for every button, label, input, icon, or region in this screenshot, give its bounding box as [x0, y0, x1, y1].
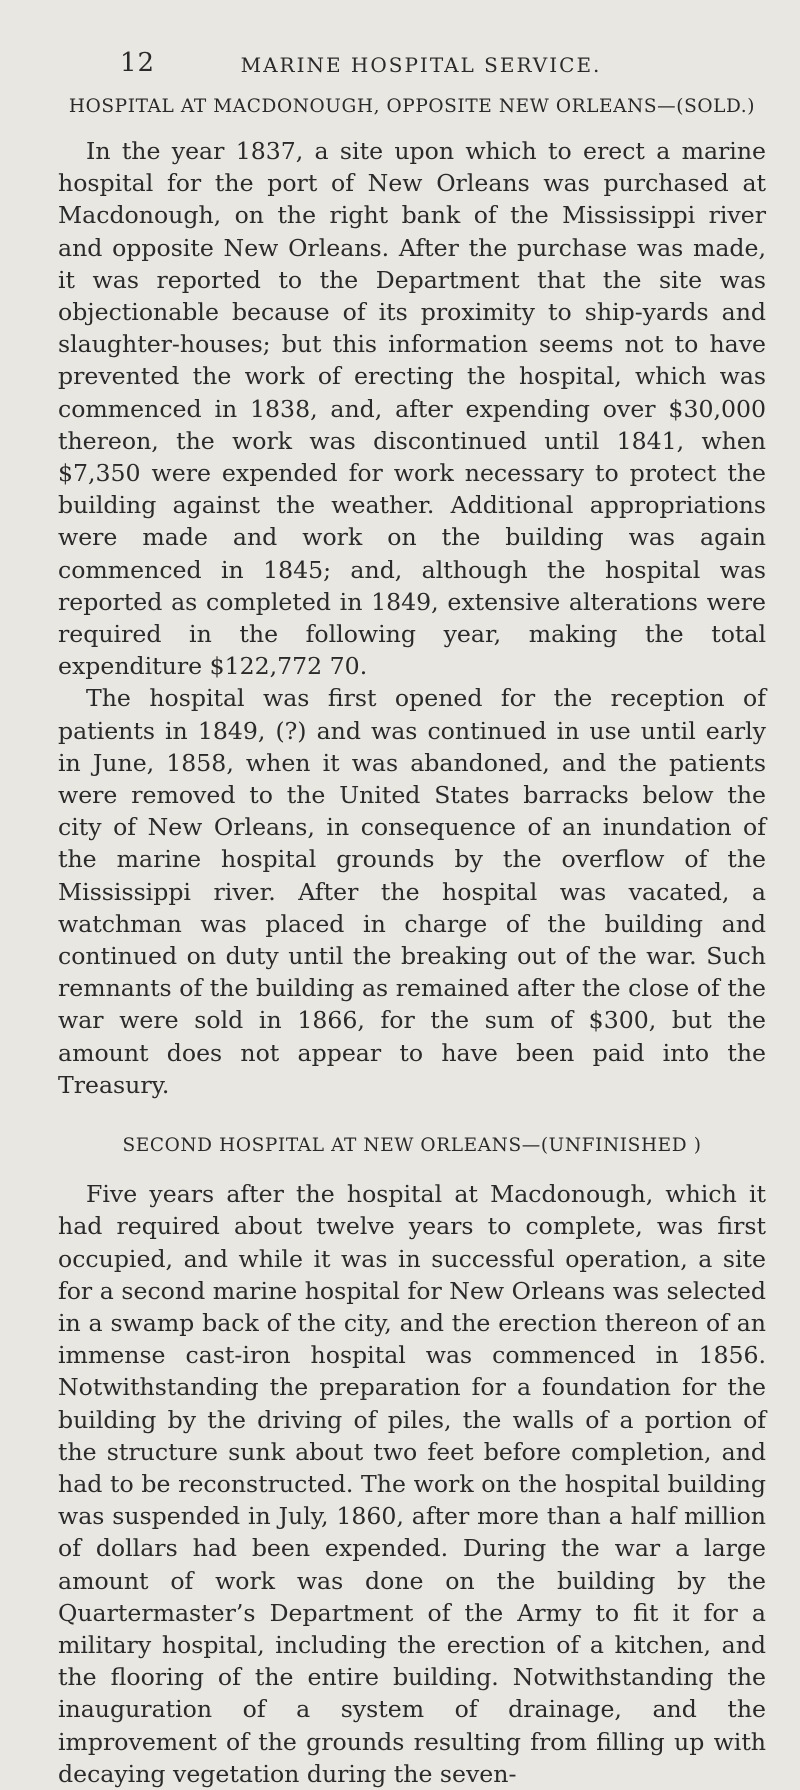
page-number: 12	[120, 48, 156, 78]
section-heading: HOSPITAL AT MACDONOUGH, OPPOSITE NEW ORLEANS—(SOLD.)	[68, 96, 756, 117]
section-second-hospital	[58, 1135, 766, 1790]
paragraph: Five years after the hospital at Macdonough, which it had required about twelve years to complete, was first occupied, and while it was in successful operation, a site for a second marine hospital for New Orleans was selected in a swamp back of the city, and the erection thereon of an immense cast-iron hospital was commenced in 1856. Notwithstanding the preparation for a foundation for the building by the driving of piles, the walls of a portion of the structure sunk about two feet before completion, and had to be reconstructed. The work on the hospital building was suspended in July, 1860, after more than a half million of dollars had been expended. During the war a large amount of work was done on the building by the Quartermaster’s Department of the Army to fit it for a military hospital, including the erection of a kitchen, and the flooring of the entire building. Notwithstanding the inauguration of a system of drainage, and the improvement of the grounds resulting from filling up with decaying vegetation during the seven-	[58, 1180, 766, 1788]
section-macdonough	[58, 96, 766, 1101]
section-heading: SECOND HOSPITAL AT NEW ORLEANS—(UNFINISHED )	[122, 1135, 702, 1157]
paragraph: The hospital was first opened for the reception of patients in 1849, (?) and was continued in use until early in June, 1858, when it was abandoned, and the patients were removed to the United States barracks below the city of New Orleans, in consequence of an inundation of the marine hospital grounds by the overflow of the Mississippi river. After the hospital was vacated, a watchman was placed in charge of the building and continued on duty until the breaking out of the war. Such remnants of the building as remained after the close of the war were sold in 1866, for the sum of $300, but the amount does not appear to have been paid into the Treasury.	[58, 684, 766, 1099]
paragraph: In the year 1837, a site upon which to erect a marine hospital for the port of New Orleans was purchased at Macdonough, on the right bank of the Mississippi river and opposite New Orleans. After the purchase was made, it was reported to the Department that the site was objectionable because of its proximity to ship-yards and slaughter-houses; but this information seems not to have prevented the work of erecting the hospital, which was commenced in 1838, and, after expending over $30,000 thereon, the work was discontinued until 1841, when $7,350 were expended for work necessary to protect the building against the weather. Additional appropriations were made and work on the building was again commenced in 1845; and, although the hospital was reported as completed in 1849, extensive alterations were required in the following year, making the total expenditure $122,772 70.	[58, 137, 766, 681]
running-header	[58, 0, 766, 80]
running-title: MARINE HOSPITAL SERVICE.	[240, 53, 602, 77]
